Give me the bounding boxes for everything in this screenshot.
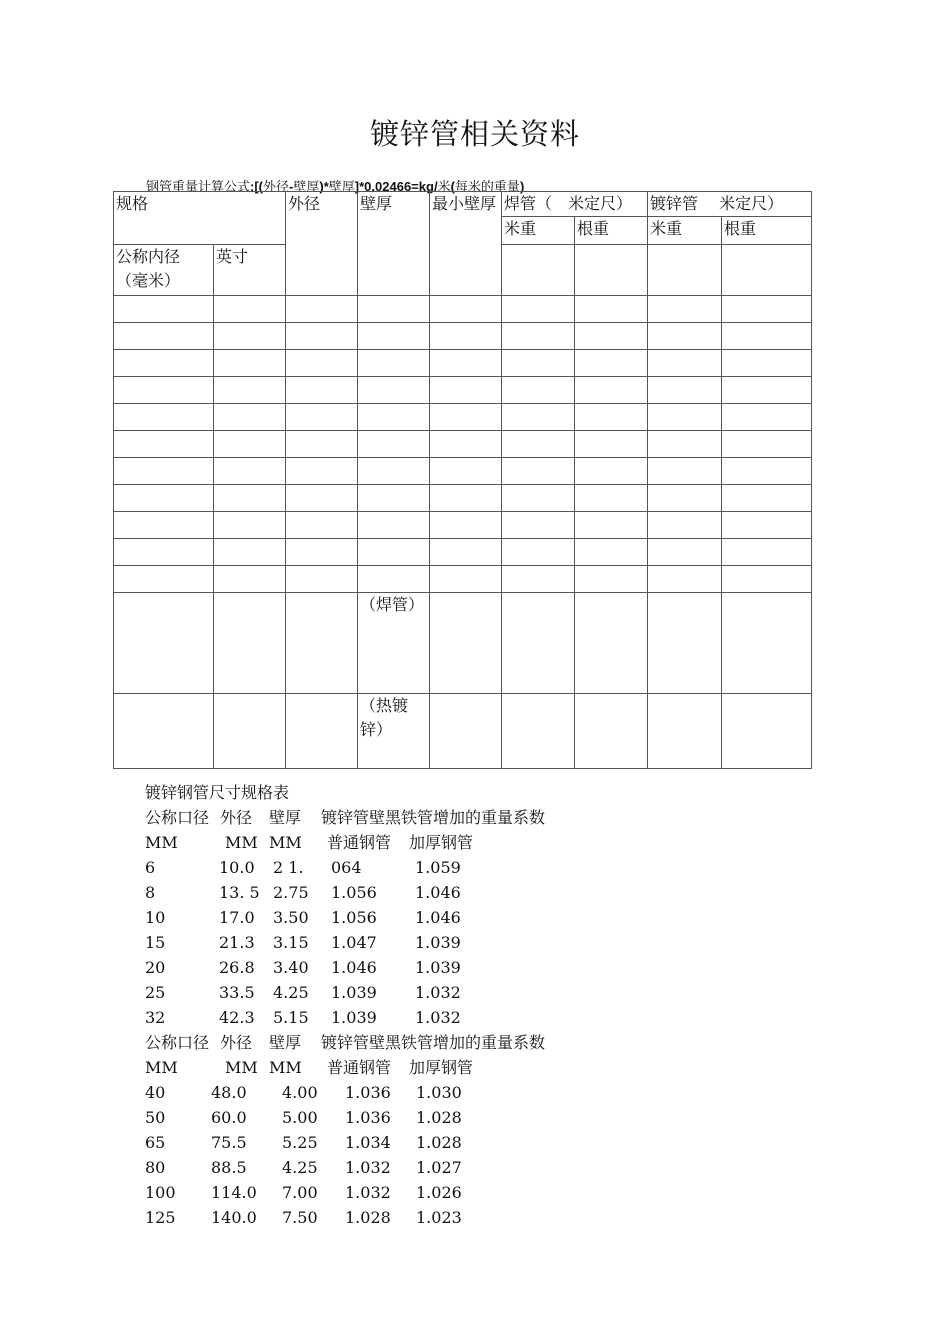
- header-nominal-diameter: 公称内径（毫米）: [114, 245, 214, 296]
- header-galv-meter-weight: 米重: [648, 217, 722, 245]
- col-od: 外径: [220, 1033, 253, 1052]
- table-row: [114, 323, 812, 350]
- col-nominal: 公称口径: [145, 808, 210, 827]
- table-row: [114, 404, 812, 431]
- formula-label: 钢管重量计算公式: [146, 180, 251, 195]
- spec-table: [113, 191, 812, 769]
- col-coeff: 镀锌管壁黑铁管增加的重量系数: [321, 1033, 546, 1052]
- header-welded-pipe: 焊管（ 米定尺）: [502, 192, 648, 217]
- col-coeff: 镀锌管壁黑铁管增加的重量系数: [321, 808, 546, 827]
- col-od: 外径: [220, 808, 253, 827]
- table-row: [114, 512, 812, 539]
- header-min-wall: 最小壁厚: [430, 192, 502, 296]
- empty-rows: [114, 296, 812, 593]
- header-wall-thickness: 壁厚: [358, 192, 430, 296]
- table-row: [114, 296, 812, 323]
- table-row: [114, 377, 812, 404]
- note-galvanized: （热镀锌）: [358, 694, 430, 769]
- note-welded: （焊管）: [358, 593, 430, 694]
- weight-formula: 钢管重量计算公式:[(外径-壁厚)*壁厚]*0.02466=kg/米(每米的重量): [146, 179, 525, 195]
- header-welded-meter-weight: 米重: [502, 217, 575, 245]
- col-wall: 壁厚: [269, 1033, 302, 1052]
- page-title: 镀锌管相关资料: [369, 117, 580, 151]
- table-row: [114, 566, 812, 593]
- header-inch: 英寸: [214, 245, 286, 296]
- table-row: [114, 431, 812, 458]
- header-galvanized-pipe: 镀锌管 米定尺）: [648, 192, 812, 217]
- table-row: [114, 539, 812, 566]
- table-row: [114, 458, 812, 485]
- header-outer-diameter: 外径: [286, 192, 358, 296]
- header-spec: 规格: [114, 192, 286, 245]
- header-galv-piece-weight: 根重: [722, 217, 812, 245]
- table-row: [114, 350, 812, 377]
- section-title: 镀锌钢管尺寸规格表: [145, 783, 290, 802]
- col-nominal: 公称口径: [145, 1033, 210, 1052]
- col-wall: 壁厚: [269, 808, 302, 827]
- table-row: [114, 485, 812, 512]
- header-welded-piece-weight: 根重: [575, 217, 648, 245]
